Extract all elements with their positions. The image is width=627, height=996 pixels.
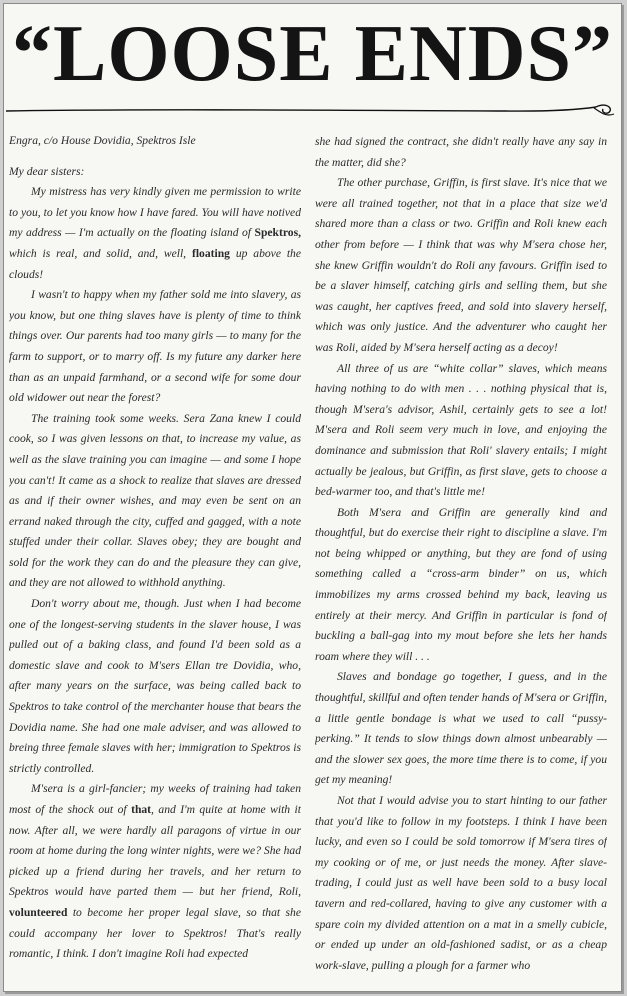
paragraph: Engra, c/o House Dovidia, Spektros Isle bbox=[9, 134, 196, 147]
paragraph: Not that I would advise you to start hinting to our father that you'd like to follow in my footsteps. I think I have been lucky, and even so I could be sold tomorrow if M'sera tires of my cooking or of me, or just needs the money. After slave-trading, I could just as well have been sold to a busy local tavern and red-collared, having to give any customer with a spare coin my divided attention on a mat in a smelly cubicle, or ended up under an old-fashioned sadist, or as a cheap work-slave, pulling a plough for a farmer who bbox=[315, 794, 607, 972]
paragraph: M'sera is a girl-fancier; my weeks of training had taken most of the shock out of that, and I'm quite at home with it now. After all, we were hardly all paragons of virtue in our room at home during the long winter nights, were we? She had picked up a friend during her travels, and her return to Spektros would have parted them — but her friend, Roli, volunteered to become her proper legal slave, so that she could accompany her lover to Spektros! That's really romantic, I think. I don't imagine Roli had expected bbox=[9, 782, 301, 961]
left-text-column bbox=[9, 131, 301, 991]
paragraph: Don't worry about me, though. Just when I had become one of the longest-serving students in the slaver house, I was pulled out of a baking class, and found I'd been sold as a domestic slave and cook to M'sers Ellan tre Dovidia, who, after many years on the surface, was being called back to Spektros to take control of the merchanter house that bears the Dovidia name. She had one male adviser, and was allowed to breing three female slaves with her; immigration to Spektros is strictly controlled. bbox=[9, 597, 301, 775]
paragraph: All three of us are “white collar” slaves, which means having nothing to do with men . . . nothing physical that is, though M'sera's advisor, Ashil, certainly gets to see a lot! M'sera and Roli seem very much in love, and enjoying the dominance and submission that Roli' slavery entails; I might actually be jealous, but Griffin, as first slave, gets to choose a bed-warmer too, and that's little me! bbox=[315, 361, 607, 499]
paragraph: Slaves and bondage go together, I guess, and in the thoughtful, skillful and often tender hands of M'sera or Griffin, a little gentle bondage is what we used to call “pussy-perking.” It tends to slow things down almost unbearably — and the slower sex goes, the more time there is to come, if you get my meaning! bbox=[315, 670, 607, 787]
paragraph: My mistress has very kindly given me permission to write to you, to let you know how I have fared. You will have notived my address — I'm actually on the floating island of Spektros, which is real, and solid, and, well, floating up above the clouds! bbox=[9, 185, 301, 281]
article-title: “LOOSE ENDS” bbox=[11, 10, 614, 98]
paragraph: Both M'sera and Griffin are generally kind and thoughtful, but do exercise their right to discipline a slave. I'm not being whipped or anything, but they are fond of using something called a “cross-arm binder” on us, which immobilizes my arms crossed behind my back, leaving us entirely at their mercy. And Griffin in particular is fond of buckling a ball-gag into my mout before she lets her hands roam where they will . . . bbox=[315, 505, 607, 663]
magazine-page bbox=[3, 3, 622, 992]
paragraph: The training took some weeks. Sera Zana knew I could cook, so I was given lessons on that, to increase my value, as well as the slave training you can imagine — and some I hope you can't! It came as a shock to realize that slaves are dressed as and if their owner wishes, and may even be sent on an errand naked through the city, cuffed and gagged, with a note stuffed under their collar. Slaves obey; they are bought and sold for the work they can do and the pleasure they can give, and they are not allowed to withhold anything. bbox=[9, 411, 301, 590]
paragraph: I wasn't to happy when my father sold me into slavery, as you know, but one thing slaves have is plenty of time to think things over. Our parents had too many girls — to many for the farm to support, or to marry off. Is my future any darker here than as an unpaid farmhand, or a second wife for some dour old widower out near the forest? bbox=[9, 288, 301, 405]
title-rule-ornament bbox=[6, 100, 619, 122]
paragraph: My dear sisters: bbox=[9, 164, 85, 178]
paragraph: she had signed the contract, she didn't really have any say in the matter, did she? bbox=[315, 135, 607, 169]
paragraph: The other purchase, Griffin, is first slave. It's nice that we were all trained together, not that in a place that size we'd shared more than a class or two. Griffin and Roli knew each other from before — I think that was why M'sera chose her, she knew Griffin wouldn't do Roli any favours. Griffin ised to be a slaver himself, catching girls and selling them, but she was caught, her captives freed, and sold into slavery herself, which was only justice. And the adventurer who caught her was Roli, aided by M'sera herself acting as a decoy! bbox=[315, 176, 607, 354]
right-text-column bbox=[315, 132, 607, 992]
